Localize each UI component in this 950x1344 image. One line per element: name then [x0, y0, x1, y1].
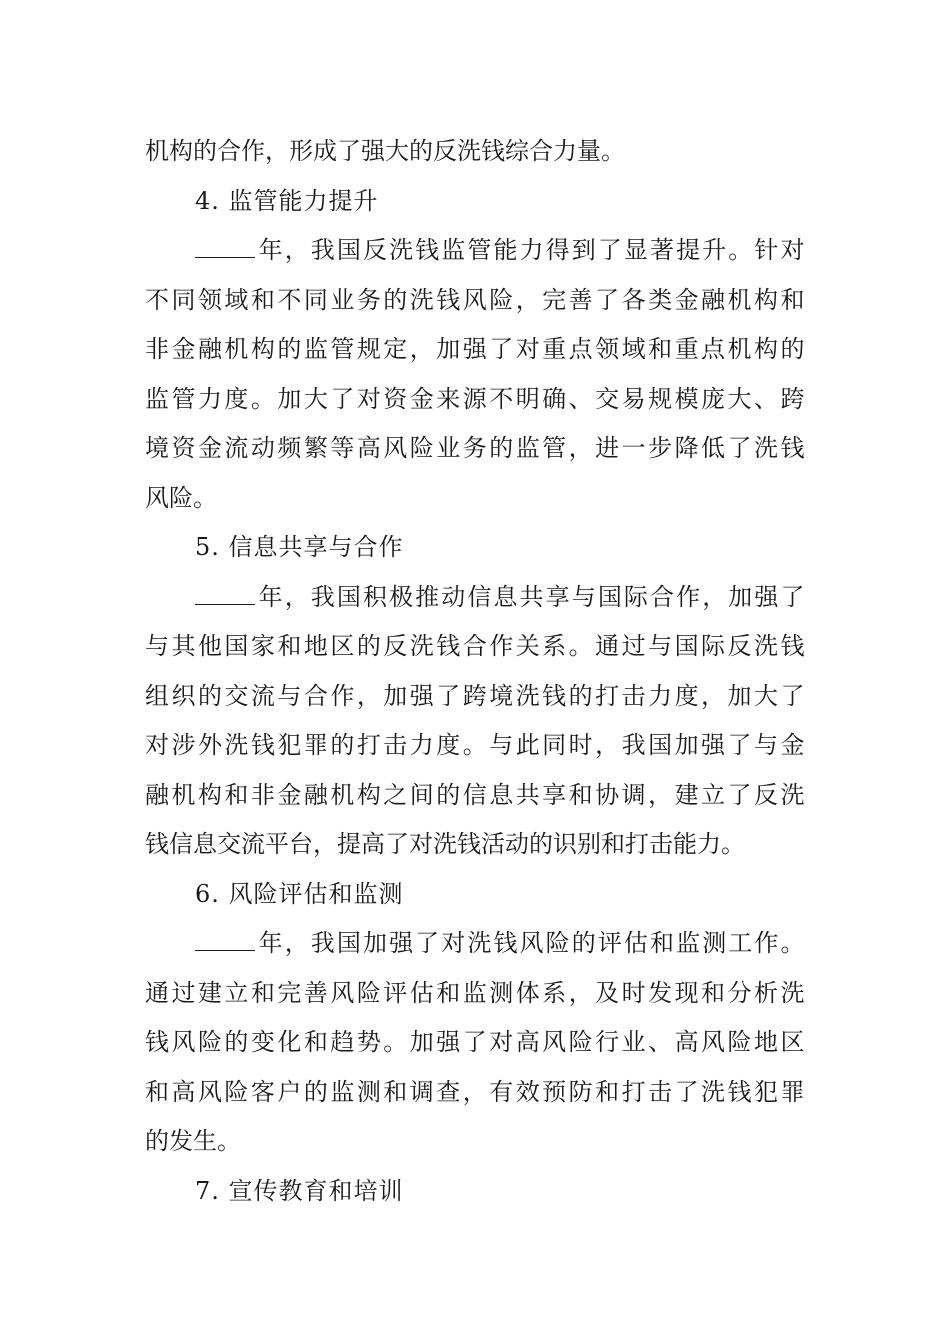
fill-in-blank [195, 582, 255, 605]
fill-in-blank [195, 928, 255, 951]
fill-in-blank [195, 235, 255, 258]
paragraph-line: 机构的合作，形成了强大的反洗钱综合力量。 [145, 137, 625, 165]
paragraph-line: 年，我国积极推动信息共享与国际合作，加强了 [145, 573, 805, 623]
document-body [145, 127, 805, 1216]
section-heading-6: 6. 风险评估和监测 [195, 879, 404, 908]
paragraph-line: 境资金流动频繁等高风险业务的监管，进一步降低了洗钱 [145, 434, 805, 462]
section-heading-5: 5. 信息共享与合作 [195, 533, 404, 561]
paragraph-line: 对涉外洗钱犯罪的打击力度。与此同时，我国加强了与金 [145, 731, 805, 759]
paragraph-line: 组织的交流与合作，加强了跨境洗钱的打击力度，加大了 [145, 681, 805, 710]
paragraph-line: 钱风险的变化和趋势。加强了对高风险行业、高风险地区 [145, 1028, 805, 1056]
paragraph-line: 风险。 [145, 483, 217, 512]
paragraph-line: 的发生。 [145, 1127, 241, 1155]
paragraph-line: 钱信息交流平台，提高了对洗钱活动的识别和打击能力。 [145, 830, 745, 858]
paragraph-line: 融机构和非金融机构之间的信息共享和协调，建立了反洗 [145, 780, 805, 809]
paragraph-line: 和高风险客户的监测和调查，有效预防和打击了洗钱犯罪 [145, 1077, 805, 1106]
paragraph-line: 监管力度。加大了对资金来源不明确、交易规模庞大、跨 [145, 384, 805, 413]
section-heading-4: 4. 监管能力提升 [195, 186, 379, 215]
paragraph-line: 年，我国加强了对洗钱风险的评估和监测工作。 [145, 919, 805, 969]
paragraph-line: 与其他国家和地区的反洗钱合作关系。通过与国际反洗钱 [145, 632, 805, 660]
paragraph-line: 年，我国反洗钱监管能力得到了显著提升。针对 [145, 226, 805, 276]
paragraph-line: 通过建立和完善风险评估和监测体系，及时发现和分析洗 [145, 978, 805, 1007]
paragraph-line: 非金融机构的监管规定，加强了对重点领域和重点机构的 [145, 335, 805, 363]
paragraph-line: 不同领域和不同业务的洗钱风险，完善了各类金融机构和 [145, 285, 805, 314]
section-heading-7: 7. 宣传教育和培训 [195, 1176, 404, 1205]
